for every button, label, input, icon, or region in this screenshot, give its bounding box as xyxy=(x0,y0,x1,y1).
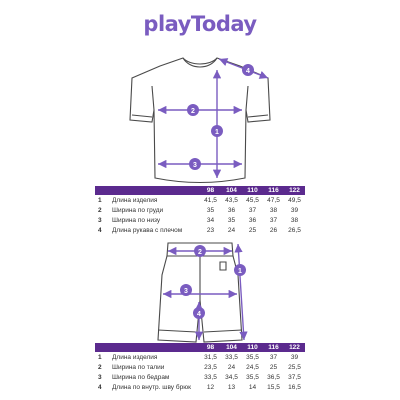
size-header: 98 xyxy=(200,186,221,195)
cell-value: 49,5 xyxy=(288,196,301,204)
cell-value: 15,5 xyxy=(267,383,280,391)
cell-value: 13 xyxy=(227,383,236,391)
row-label: Ширина по талии xyxy=(112,363,165,371)
row-number: 2 xyxy=(98,206,102,214)
cell-value: 33,5 xyxy=(204,373,217,381)
cell-value: 39 xyxy=(290,206,299,214)
cell-value: 25 xyxy=(248,226,257,234)
cell-value: 33,5 xyxy=(225,353,238,361)
row-label: Длина по внутр. шву брюк xyxy=(112,383,191,391)
cell-value: 26 xyxy=(269,226,278,234)
size-header: 122 xyxy=(284,343,305,352)
cell-value: 34,5 xyxy=(225,373,238,381)
tshirt-marker-2 xyxy=(187,104,199,116)
tshirt-marker-3-label: 3 xyxy=(193,162,197,169)
cell-value: 37 xyxy=(269,216,278,224)
size-header: 98 xyxy=(200,343,221,352)
tshirt-marker-4 xyxy=(242,64,254,76)
cell-value: 38 xyxy=(290,216,299,224)
cell-value: 34 xyxy=(206,216,215,224)
size-header: 104 xyxy=(221,186,242,195)
cell-value: 47,5 xyxy=(267,196,280,204)
cell-value: 31,5 xyxy=(204,353,217,361)
table-row xyxy=(95,195,305,205)
row-label: Длина изделия xyxy=(112,196,158,204)
tshirt-size-header xyxy=(95,186,305,195)
row-number: 1 xyxy=(98,353,102,361)
shorts-marker-4 xyxy=(193,307,205,319)
row-label: Длина изделия xyxy=(112,353,158,361)
shorts-size-table xyxy=(95,343,305,392)
tshirt-marker-4-label: 4 xyxy=(246,68,250,75)
cell-value: 23,5 xyxy=(204,363,217,371)
tshirt-size-table xyxy=(95,186,305,235)
cell-value: 36,5 xyxy=(267,373,280,381)
row-number: 3 xyxy=(98,373,102,381)
cell-value: 24 xyxy=(227,226,236,234)
size-header: 104 xyxy=(221,343,242,352)
row-label: Длина рукава с плечом xyxy=(112,226,183,234)
cell-value: 24 xyxy=(227,363,236,371)
row-label: Ширина по бедрам xyxy=(112,373,170,381)
cell-value: 16,5 xyxy=(288,383,301,391)
row-number: 4 xyxy=(98,383,102,391)
row-number: 2 xyxy=(98,363,102,371)
cell-value: 35,5 xyxy=(246,353,259,361)
shorts-marker-2-label: 2 xyxy=(198,249,202,256)
row-number: 4 xyxy=(98,226,102,234)
table-row xyxy=(95,225,305,235)
cell-value: 25,5 xyxy=(288,363,301,371)
table-row xyxy=(95,352,305,362)
shorts-measures xyxy=(163,244,244,340)
shorts-marker-3-label: 3 xyxy=(184,288,188,295)
table-row xyxy=(95,362,305,372)
shorts-marker-1-label: 1 xyxy=(238,268,242,275)
size-header: 110 xyxy=(242,343,263,352)
table-row xyxy=(95,205,305,215)
cell-value: 36 xyxy=(227,206,236,214)
cell-value: 26,5 xyxy=(288,226,301,234)
shorts-outline xyxy=(158,243,242,342)
cell-value: 12 xyxy=(206,383,215,391)
shorts-size-header xyxy=(95,343,305,352)
tshirt-marker-1-label: 1 xyxy=(215,129,219,136)
cell-value: 37 xyxy=(269,353,278,361)
cell-value: 38 xyxy=(269,206,278,214)
row-label: Ширина по низу xyxy=(112,216,161,224)
size-header: 110 xyxy=(242,186,263,195)
cell-value: 37,5 xyxy=(288,373,301,381)
cell-value: 35,5 xyxy=(246,373,259,381)
row-label: Ширина по груди xyxy=(112,206,164,214)
tshirt-marker-3 xyxy=(189,158,201,170)
table-row xyxy=(95,372,305,382)
cell-value: 35 xyxy=(206,206,215,214)
cell-value: 37 xyxy=(248,206,257,214)
cell-value: 14 xyxy=(248,383,257,391)
cell-value: 41,5 xyxy=(204,196,217,204)
cell-value: 24,5 xyxy=(246,363,259,371)
cell-value: 23 xyxy=(206,226,215,234)
row-number: 3 xyxy=(98,216,102,224)
tshirt-marker-1 xyxy=(211,125,223,137)
size-header: 116 xyxy=(263,186,284,195)
shorts-marker-3 xyxy=(180,284,192,296)
cell-value: 45,5 xyxy=(246,196,259,204)
tshirt-marker-2-label: 2 xyxy=(191,108,195,115)
cell-value: 35 xyxy=(227,216,236,224)
table-row xyxy=(95,215,305,225)
cell-value: 39 xyxy=(290,353,299,361)
shorts-marker-4-label: 4 xyxy=(197,311,201,318)
cell-value: 43,5 xyxy=(225,196,238,204)
brand-logo-text: playToday xyxy=(143,12,257,36)
shorts-marker-2 xyxy=(194,245,206,257)
tshirt-measures xyxy=(158,59,268,178)
cell-value: 36 xyxy=(248,216,257,224)
size-header: 116 xyxy=(263,343,284,352)
row-number: 1 xyxy=(98,196,102,204)
size-header: 122 xyxy=(284,186,305,195)
table-row xyxy=(95,382,305,392)
shorts-marker-1 xyxy=(234,264,246,276)
cell-value: 25 xyxy=(269,363,278,371)
